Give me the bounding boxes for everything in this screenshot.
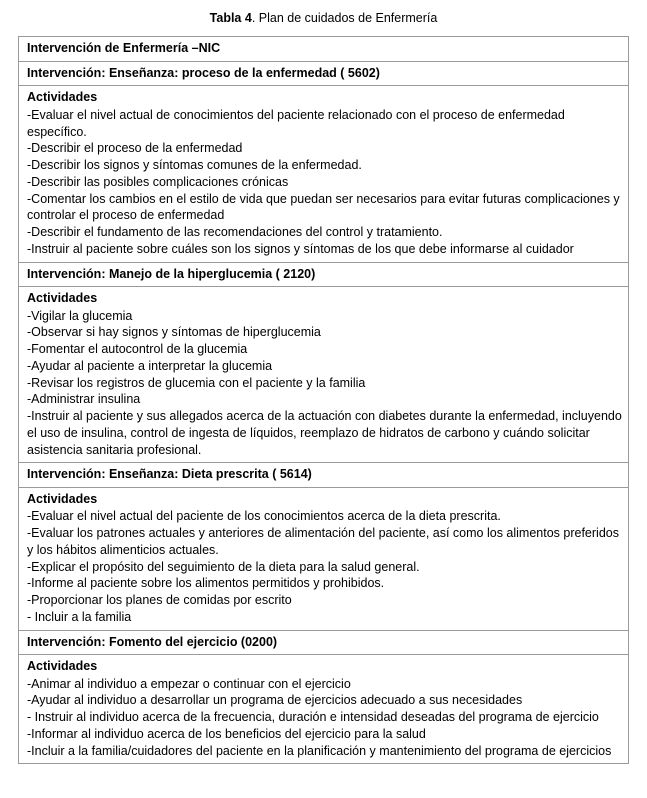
table-row (19, 655, 629, 764)
activity-item: -Administrar insulina (27, 392, 141, 407)
activity-item: -Incluir a la familia/cuidadores del paciente en la planificación y mantenimiento del programa de ejercicios (27, 743, 612, 758)
activity-item: -Proporcionar los planes de comidas por escrito (27, 593, 292, 607)
activity-item: -Describir el fundamento de las recomendaciones del control y tratamiento. (27, 225, 443, 239)
table-row (19, 630, 629, 655)
table-caption (18, 10, 629, 26)
activity-item: -Describir el proceso de la enfermedad (27, 141, 243, 156)
table-row (19, 61, 629, 86)
activity-item: -Evaluar el nivel actual del paciente de los conocimientos acerca de la dieta prescrita. (27, 509, 501, 524)
activities-label: Actividades (27, 90, 98, 105)
care-plan-body (19, 37, 629, 764)
section-heading-3: Intervención: Enseñanza: Dieta prescrita ( 5614) (19, 463, 629, 488)
activity-item: -Revisar los registros de glucemia con el paciente y la familia (27, 375, 366, 390)
activity-item: -Ayudar al paciente a interpretar la glucemia (27, 358, 273, 373)
activity-item: -Informar al individuo acerca de los beneficios del ejercicio para la salud (27, 726, 426, 741)
section-activities-4 (19, 655, 629, 764)
activity-item: -Describir las posibles complicaciones crónicas (27, 174, 289, 189)
activity-item: -Evaluar los patrones actuales y anteriores de alimentación del paciente, así como los alimentos preferidos y los hábitos alimenticios actuales. (27, 526, 619, 557)
activity-item: -Instruir al paciente sobre cuáles son los signos y síntomas de los que debe informarse al cuidador (27, 241, 574, 256)
section-activities-2 (19, 287, 629, 463)
section-heading-2: Intervención: Manejo de la hiperglucemia ( 2120) (19, 262, 629, 287)
activity-item: -Describir los signos y síntomas comunes de la enfermedad. (27, 158, 362, 172)
table-title-cell: Intervención de Enfermería –NIC (19, 37, 629, 62)
activities-label: Actividades (27, 659, 98, 673)
activity-item: -Instruir al paciente y sus allegados acerca de la actuación con diabetes durante la enfermedad, incluyendo el uso de insulina, control de ingesta de líquidos, reemplazo de hidratos de carbono y cuándo solicitar asistencia sanitaria profesional. (27, 409, 622, 457)
activities-label: Actividades (27, 291, 98, 305)
section-heading-4: Intervención: Fomento del ejercicio (0200) (19, 630, 629, 655)
care-plan-table (18, 36, 629, 764)
table-row (19, 37, 629, 62)
caption-text: . Plan de cuidados de Enfermería (251, 11, 438, 25)
table-row (19, 487, 629, 630)
caption-label: Tabla 4 (209, 11, 252, 25)
table-row (19, 463, 629, 488)
activity-item: -Fomentar el autocontrol de la glucemia (27, 342, 248, 356)
section-activities-1 (19, 86, 629, 262)
activity-item: -Explicar el propósito del seguimiento de la dieta para la salud general. (27, 559, 420, 574)
activity-item: -Ayudar al individuo a desarrollar un programa de ejercicios adecuado a sus necesidades (27, 693, 523, 708)
table-row (19, 86, 629, 262)
table-row (19, 287, 629, 463)
activity-item: - Instruir al individuo acerca de la frecuencia, duración e intensidad deseadas del programa de ejercicio (27, 710, 599, 724)
activities-label: Actividades (27, 491, 98, 506)
activity-item: -Observar si hay signos y síntomas de hiperglucemia (27, 325, 321, 340)
table-row (19, 262, 629, 287)
activity-item: -Comentar los cambios en el estilo de vida que puedan ser necesarios para evitar futuras complicaciones y controlar el proceso de enfermedad (27, 191, 620, 223)
section-heading-1: Intervención: Enseñanza: proceso de la enfermedad ( 5602) (19, 61, 629, 86)
section-activities-3 (19, 487, 629, 630)
activity-item: -Animar al individuo a empezar o continuar con el ejercicio (27, 676, 351, 691)
activity-item: -Evaluar el nivel actual de conocimientos del paciente relacionado con el proceso de enfermedad específico. (27, 107, 565, 139)
activity-item: - Incluir a la familia (27, 609, 132, 624)
activity-item: -Vigilar la glucemia (27, 308, 133, 323)
activity-item: -Informe al paciente sobre los alimentos permitidos y prohibidos. (27, 576, 385, 591)
